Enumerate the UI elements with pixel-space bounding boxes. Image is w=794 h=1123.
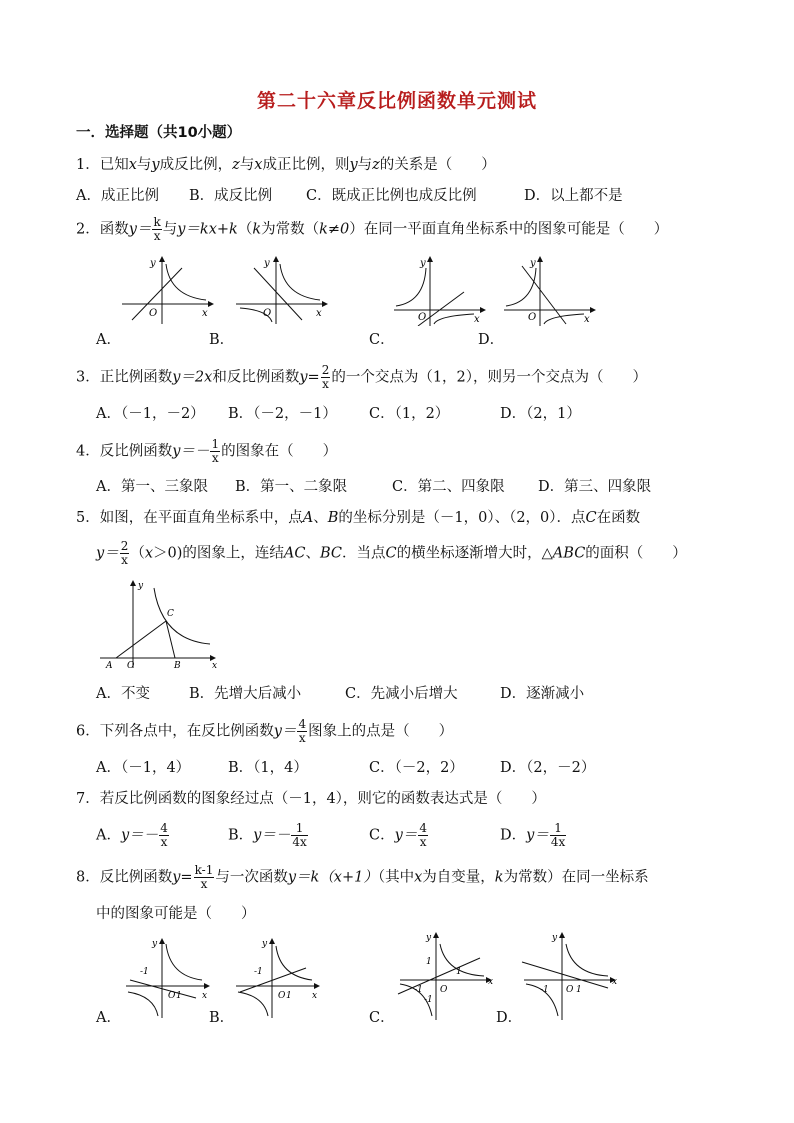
question-4: 4．反比例函数y＝－ $\frac{1}{x}$ 的图象在（ ）	[76, 437, 338, 465]
q8-graph-c	[396, 930, 500, 1022]
question-5-line-1: 5．如图，在平面直角坐标系中，点A、B的坐标分别是（－1，0）、（2，0）．点C在函数	[76, 510, 641, 526]
origin-label: O	[528, 312, 537, 323]
x-axis-label: x	[202, 991, 208, 1001]
q2-graph-b	[232, 254, 332, 326]
y-axis-label: y	[426, 933, 432, 943]
origin-label: O	[263, 308, 272, 319]
q5-option-a[interactable]: A．不变	[96, 686, 150, 702]
neg-one-label: -1	[254, 967, 263, 977]
y-axis-label: y	[420, 258, 426, 269]
neg-one-label: -1	[140, 967, 149, 977]
q1-option-b[interactable]: B．成反比例	[189, 188, 273, 204]
origin-label: O	[278, 991, 286, 1001]
q8-graph-b	[232, 936, 328, 1020]
one-label: 1	[456, 967, 462, 977]
q2-option-d[interactable]: D．	[478, 332, 505, 348]
q5-figure	[96, 578, 226, 670]
page-title: 第二十六章反比例函数单元测试	[256, 90, 537, 112]
origin-label: O	[440, 985, 448, 995]
origin-label: O	[168, 991, 176, 1001]
point-a-label: A	[106, 661, 113, 670]
neg-one-label: -1	[540, 985, 549, 995]
q3-option-c[interactable]: C．（1，2）	[369, 406, 450, 422]
question-7: 7．若反比例函数的图象经过点（－1，4），则它的函数表达式是（ ）	[76, 791, 546, 807]
q2-option-c[interactable]: C．	[369, 332, 395, 348]
q2-graph-d	[500, 254, 600, 326]
q5-option-c[interactable]: C．先减小后增大	[345, 686, 458, 702]
question-8-line-2: 中的图象可能是（ ）	[96, 906, 256, 922]
q7-option-c[interactable]: C．y＝ $\frac{4}{x}$	[369, 821, 427, 849]
q6-option-c[interactable]: C．（－2，2）	[369, 760, 464, 776]
x-axis-label: x	[212, 661, 218, 670]
q8-option-c[interactable]: C．	[369, 1010, 395, 1026]
x-axis-label: x	[316, 308, 322, 319]
question-1: 1．已知x与y成反比例，z与x成正比例，则y与z的关系是（ ）	[76, 157, 496, 173]
one-label: 1	[176, 991, 182, 1001]
q3-option-a[interactable]: A．（－1，－2）	[96, 406, 205, 422]
q2-graph-a	[118, 254, 218, 326]
origin-label: O	[566, 985, 574, 995]
q3-option-b[interactable]: B．（－2，－1）	[228, 406, 337, 422]
q4-option-c[interactable]: C．第二、四象限	[392, 479, 505, 495]
q7-option-a[interactable]: A．y＝－ $\frac{4}{x}$	[96, 821, 168, 849]
y-axis-label: y	[262, 939, 268, 949]
question-5-line-2: y＝ $\frac{2}{x}$ （x＞0)的图象上，连结AC、BC．当点C的横坐标逐渐增大时，△ABC的面积（ ）	[96, 539, 687, 567]
q8-option-b[interactable]: B．	[209, 1010, 235, 1026]
q8-graph-a	[122, 936, 218, 1020]
q2-option-b[interactable]: B．	[209, 332, 235, 348]
y-axis-label: y	[552, 933, 558, 943]
section-heading: 一．选择题（共10小题）	[76, 125, 242, 141]
q5-option-b[interactable]: B．先增大后减小	[189, 686, 302, 702]
point-b-label: B	[174, 661, 181, 670]
q8-option-d[interactable]: D．	[496, 1010, 523, 1026]
origin-label: O	[418, 312, 427, 323]
question-6: 6．下列各点中，在反比例函数y＝ $\frac{4}{x}$ 图象上的点是（ ）	[76, 717, 454, 745]
y-axis-label: y	[138, 581, 144, 591]
q8-graph-d	[520, 930, 624, 1022]
q6-option-a[interactable]: A．（－1，4）	[96, 760, 191, 776]
neg-one-label: -1	[414, 985, 423, 995]
q6-option-b[interactable]: B．（1，4）	[228, 760, 308, 776]
y-axis-label: y	[150, 258, 156, 269]
x-axis-label: x	[488, 977, 494, 987]
q2-graph-c	[390, 254, 490, 326]
x-axis-label: x	[312, 991, 318, 1001]
y-axis-label: y	[264, 258, 270, 269]
y-axis-label: y	[152, 939, 158, 949]
one-label: 1	[286, 991, 292, 1001]
q5-option-d[interactable]: D．逐渐减小	[500, 686, 585, 702]
neg-one-label: -1	[424, 995, 433, 1005]
question-2: 2．函数y＝ $\frac{k}{x}$ 与y＝kx+k（k为常数（k≠0）在同一平面直角坐标系中的图象可能是（ ）	[76, 215, 669, 243]
q2-option-a[interactable]: A．	[96, 332, 121, 348]
one-label: 1	[426, 957, 432, 967]
x-axis-label: x	[202, 308, 208, 319]
q1-option-c[interactable]: C．既成正比例也成反比例	[306, 188, 477, 204]
q1-option-d[interactable]: D．以上都不是	[524, 188, 623, 204]
q4-option-d[interactable]: D．第三、四象限	[538, 479, 652, 495]
q7-option-d[interactable]: D．y＝ $\frac{1}{4x}$	[500, 821, 566, 849]
x-axis-label: x	[612, 977, 618, 987]
question-8-line-1: 8．反比例函数y= $\frac{k-1}{x}$ 与一次函数y＝k（x+1）（其中x为自变量，k为常数）在同一坐标系	[76, 863, 649, 891]
origin-label: O	[149, 308, 158, 319]
q3-option-d[interactable]: D．（2，1）	[500, 406, 581, 422]
q4-option-b[interactable]: B．第一、二象限	[235, 479, 348, 495]
question-3: 3．正比例函数y＝2x和反比例函数y= $\frac{2}{x}$ 的一个交点为（1，2），则另一个交点为（ ）	[76, 363, 648, 391]
q4-option-a[interactable]: A．第一、三象限	[96, 479, 208, 495]
one-label: 1	[576, 985, 582, 995]
y-axis-label: y	[530, 258, 536, 269]
q1-option-a[interactable]: A．成正比例	[76, 188, 159, 204]
q7-option-b[interactable]: B．y＝－ $\frac{1}{4x}$	[228, 821, 307, 849]
origin-label: O	[127, 661, 135, 670]
q8-option-a[interactable]: A．	[96, 1010, 121, 1026]
x-axis-label: x	[584, 314, 590, 325]
q6-option-d[interactable]: D．（2，－2）	[500, 760, 596, 776]
point-c-label: C	[167, 609, 174, 619]
x-axis-label: x	[474, 314, 480, 325]
